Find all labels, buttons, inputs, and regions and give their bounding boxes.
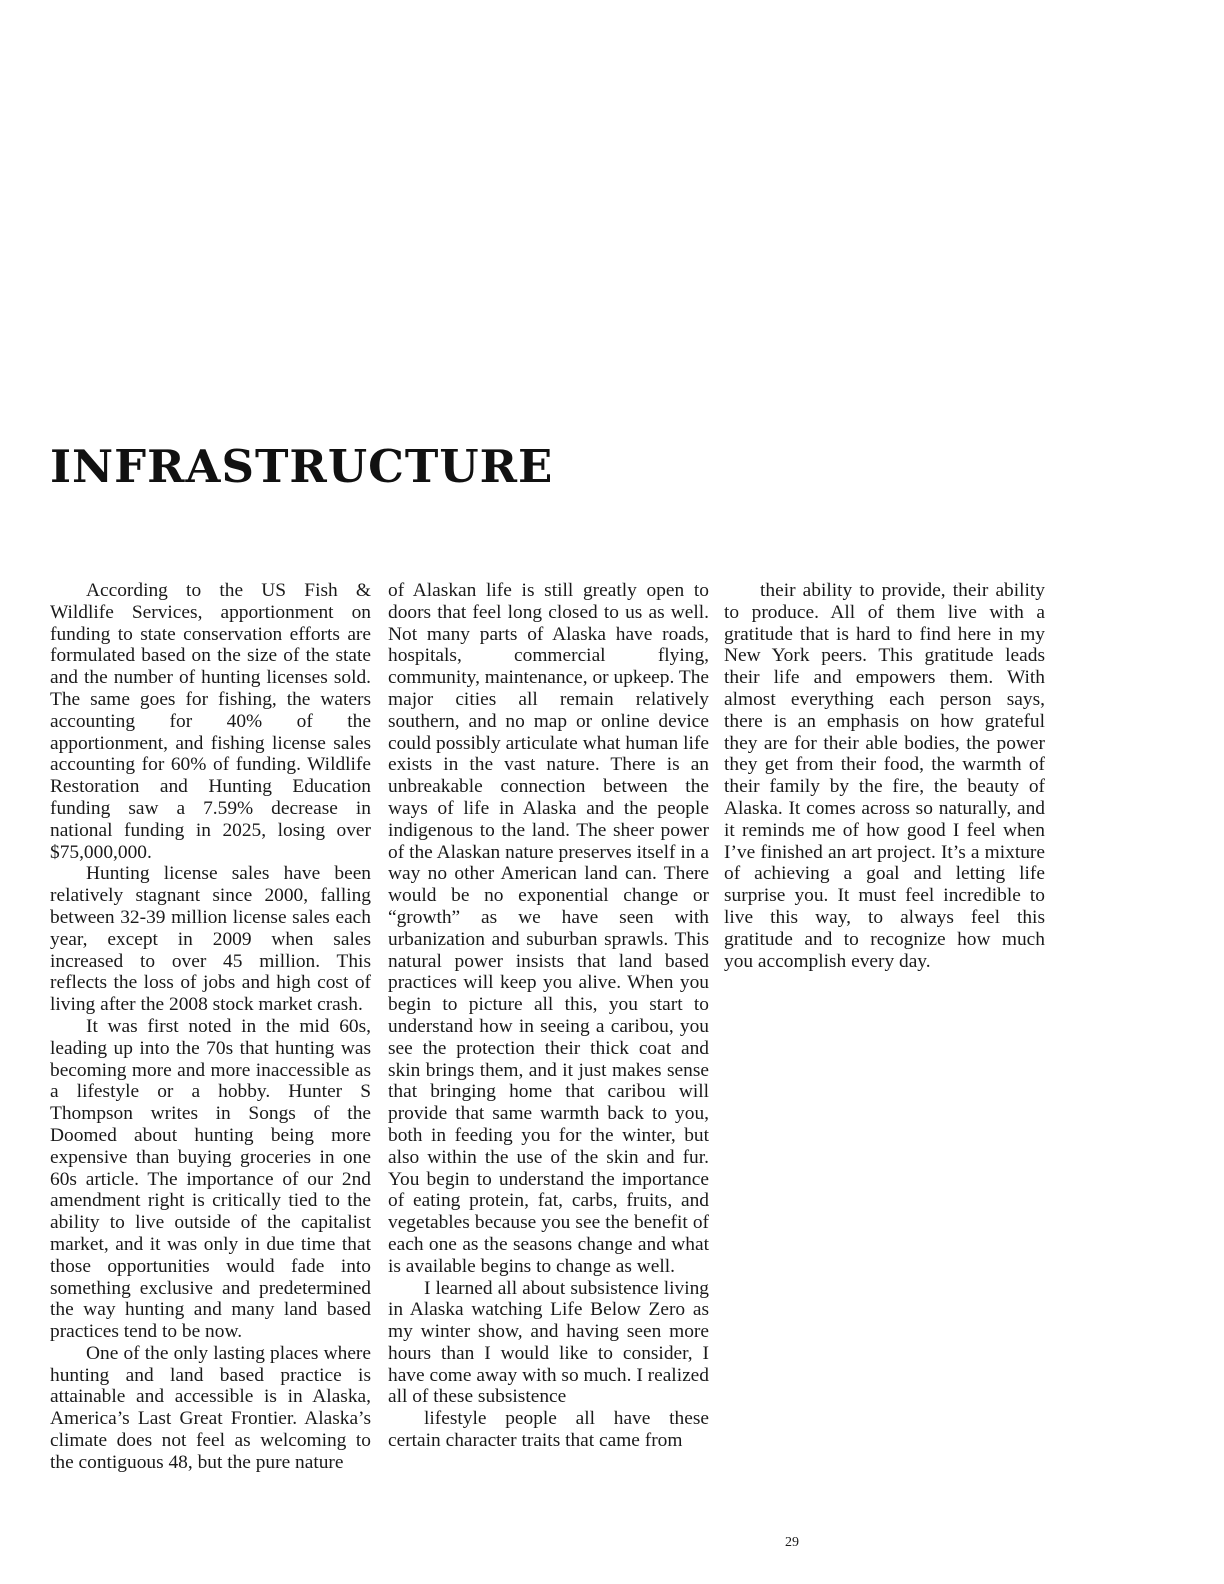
paragraph: I learned all about subsistence living in Alaska watching Life Below Zero as my winter show, and having seen more hours than I would like to consider, I have come away with so much. I realized all of these subsistence	[388, 1277, 709, 1408]
text-column-3	[724, 580, 1045, 972]
paragraph: of Alaskan life is still greatly open to doors that feel long closed to us as well. Not many parts of Alaska have roads, hospitals, commercial flying, community, maintenance, or upkeep. The major cities all remain relatively southern, and no map or online device could possibly articulate what human life exists in the vast nature. There is an unbreakable connection between the ways of life in Alaska and the people indigenous to the land. The sheer power of the Alaskan nature preserves itself in a way no other American land can. There would be no exponential change or “growth” as we have seen with urbanization and suburban sprawls. This natural power insists that land based practices will keep you alive. When you begin to picture all this, you start to understand how in seeing a caribou, you see the protection their thick coat and skin brings them, and it just makes sense that bringing home that caribou will provide that same warmth back to you, both in feeding you for the winter, but also within the use of the skin and fur. You begin to understand the importance of eating protein, fat, carbs, fruits, and vegetables because you see the benefit of each one as the seasons change and what is available begins to change as well.	[388, 580, 709, 1277]
paragraph: One of the only lasting places where hunting and land based practice is attainable and accessible is in Alaska, America’s Last Great Frontier. Alaska’s climate does not feel as welcoming to the contiguous 48, but the pure nature	[50, 1342, 371, 1473]
paragraph: It was first noted in the mid 60s, leading up into the 70s that hunting was becoming more and more inaccessible as a lifestyle or a hobby. Hunter S Thompson writes in Songs of the Doomed about hunting being more expensive than buying groceries in one 60s article. The importance of our 2nd amendment right is critically tied to the ability to live outside of the capitalist market, and it was only in due time that those opportunities would fade into something exclusive and predetermined the way hunting and many land based practices tend to be now.	[50, 1015, 371, 1343]
paragraph: According to the US Fish & Wildlife Services, apportionment on funding to state conservation efforts are formulated based on the size of the state and the number of hunting licenses sold. The same goes for fishing, the waters accounting for 40% of the apportionment, and fishing license sales accounting for 60% of funding. Wildlife Restoration and Hunting Education funding saw a 7.59% decrease in national funding in 2025, losing over $75,000,000.	[50, 580, 371, 863]
paragraph: lifestyle people all have these certain character traits that came from	[388, 1408, 709, 1452]
page-title: INFRASTRUCTURE	[50, 440, 554, 493]
text-column-1	[50, 580, 371, 1474]
paragraph: their ability to provide, their ability to produce. All of them live with a gratitude that is hard to find here in my New York peers. This gratitude leads their life and empowers them. With almost everything each person says, there is an emphasis on how grateful they are for their able bodies, the power they get from their food, the warmth of their family by the fire, the beauty of Alaska. It comes across so naturally, and it reminds me of how good I feel when I’ve finished an art project. It’s a mixture of achieving a goal and letting life surprise you. It must feel incredible to live this way, to always feel this gratitude and to recognize how much you accomplish every day.	[724, 580, 1045, 972]
page-number: 29	[785, 1535, 799, 1550]
text-column-2	[388, 580, 709, 1452]
paragraph: Hunting license sales have been relatively stagnant since 2000, falling between 32-39 million license sales each year, except in 2009 when sales increased to over 45 million. This reflects the loss of jobs and high cost of living after the 2008 stock market crash.	[50, 863, 371, 1016]
